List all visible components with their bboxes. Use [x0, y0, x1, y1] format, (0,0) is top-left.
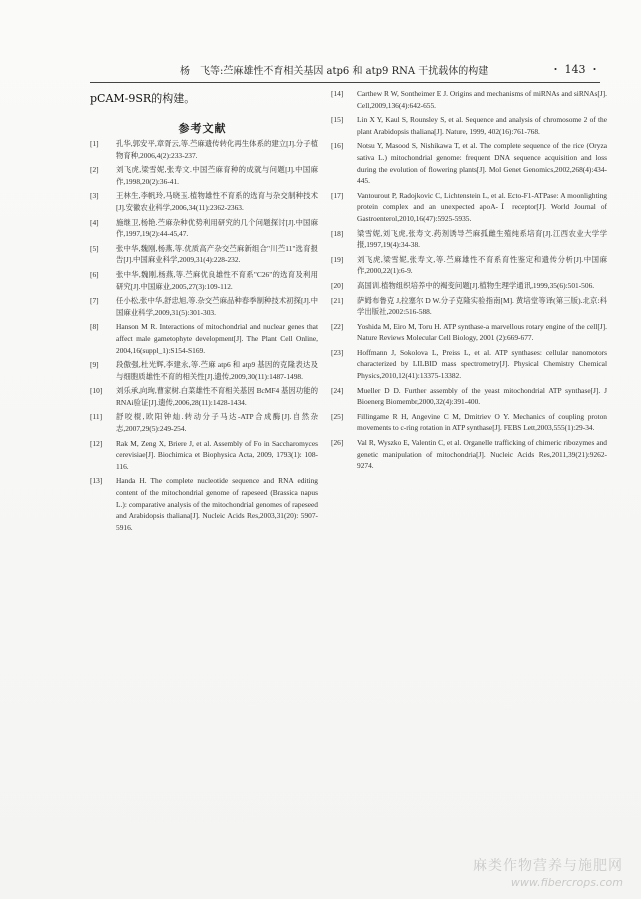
running-header: [90, 60, 600, 78]
reference-item: [331, 88, 607, 111]
reference-item: [331, 385, 607, 408]
references-left-column: [90, 138, 318, 536]
reference-item: [331, 190, 607, 225]
reference-number: [18]: [331, 228, 344, 238]
reference-number: [16]: [331, 141, 344, 151]
reference-text: 段傲强,杜光辉,李建永,等.苎麻 atp6 和 atp9 基因的克隆表达及与细胞质雄性不育的相关性[J].遗传,2009,30(11):1487-1498.: [116, 360, 318, 381]
reference-text: Rak M, Zeng X, Briere J, et al. Assembly of Fo in Saccharomyces cerevisiae[J]. Biochimica et Biophysica Acta, 2009, 1793(1): 108-116.: [116, 438, 318, 471]
reference-text: Hoffmann J, Sokolova L, Preiss L, et al. ATP synthases: cellular nanomotors characterized by LILBID mass spectrometry[J]. Physical Chemistry Chemical Physics,2010,12(41):13375-13382.: [357, 347, 607, 381]
reference-item: [90, 138, 318, 161]
reference-item: [90, 190, 318, 213]
reference-number: [9]: [90, 360, 99, 370]
reference-text: 高国训.植物组织培养中的褐变问题[J].植物生理学通讯,1999,35(6):501-506.: [357, 280, 595, 290]
reference-text: Fillingame R H, Angevine C M, Dmitriev O Y. Mechanics of coupling proton movements to c-ring rotation in ATP synthase[J]. FEBS Lett,2003,555(1):29-34.: [357, 411, 607, 433]
reference-item: [331, 295, 607, 318]
reference-number: [13]: [90, 476, 103, 486]
reference-number: [21]: [331, 295, 344, 305]
reference-number: [17]: [331, 190, 344, 200]
references-right-column: [331, 88, 607, 475]
reference-number: [12]: [90, 438, 103, 448]
reference-text: Mueller D D. Further assembly of the yeast mitochondrial ATP synthase[J]. J Bioenerg Biomembr,2000,32(4):391-400.: [357, 385, 607, 407]
lead-text: pCAM-9SR的构建。: [90, 92, 196, 105]
reference-item: [331, 437, 607, 472]
reference-text: 刘飞虎,梁雪妮,张寿文,等.苎麻雄性不育系育性鉴定和遗传分析[J].中国麻作,2000,22(1):6-9.: [357, 254, 607, 276]
reference-text: 萨姆布鲁克 J,拉塞尔 D W.分子克隆实验指南[M]. 黄培堂等译(第三版).北京:科学出版社,2002:516-588.: [357, 295, 607, 317]
reference-text: 任小松,张中华,舒忠旭,等.杂交苎麻品种春季制种技术初探[J].中国麻业科学,2009,31(5):301-303.: [116, 296, 318, 317]
reference-item: [90, 217, 318, 240]
reference-text: 孔华,郭安平,章胥云,等.苎麻遗传转化再生体系的建立[J].分子植物育种,2006,4(2):233-237.: [116, 139, 318, 160]
reference-number: [20]: [331, 280, 344, 290]
reference-text: 施继卫,杨艳.苎麻杂种优势利用研究的几个问题探讨[J].中国麻作,1997,19(2):44-45,47.: [116, 217, 318, 239]
reference-item: [90, 295, 318, 318]
reference-text: Handa H. The complete nucleotide sequence and RNA editing content of the mitochondrial genome of rapeseed (Brassica napus L.): comparative analysis of the mitochondrial genomes of rapeseed and Arabidopsis thaliana[J]. Nucleic Acids Res,2003,31(20): 5907-5916.: [116, 476, 318, 532]
reference-item: [331, 280, 607, 292]
reference-text: 张中华,魏刚,杨燕,等.苎麻优良雄性不育系"C26"的选育及利用研究[J].中国麻业,2005,27(3):109-112.: [116, 269, 318, 291]
reference-number: [11]: [90, 412, 103, 422]
reference-number: [19]: [331, 254, 344, 264]
reference-text: 王林生,李帆玲,马晓玉.植物雄性不育系的选育与杂交制种技术[J].安徽农业科学,2006,34(11):2362-2363.: [116, 191, 318, 212]
reference-item: [331, 140, 607, 186]
reference-number: [3]: [90, 191, 99, 201]
watermark-site-name: 麻类作物营养与施肥网: [473, 858, 623, 874]
reference-number: [22]: [331, 321, 344, 331]
reference-number: [26]: [331, 438, 344, 448]
reference-item: [331, 347, 607, 382]
reference-text: 舒咬棍,欧阳钟灿.转动分子马达-ATP合成酶[J].自然杂志,2007,29(5):249-254.: [116, 412, 318, 434]
reference-text: 梁雪妮,刘飞虎,张寿文.药剂诱导苎麻孤雌生殖纯系培育[J].江西农业大学学报,1997,19(4):34-38.: [357, 228, 607, 250]
reference-text: Vantourout P, Radojkovic C, Lichtenstein L, et al. Ecto-F1-ATPase: A moonlighting protein complex and an unexpected apoA-Ⅰ receptor[J]. World Journal of Gastroenterol,2010,16(47):5925-5935.: [357, 190, 607, 223]
reference-item: [90, 164, 318, 187]
reference-number: [1]: [90, 139, 99, 148]
reference-text: 张中华,魏刚,杨燕,等.优质高产杂交苎麻新组合"川苎11"选育报告[J].中国麻业科学,2009,31(4):228-232.: [116, 243, 318, 265]
reference-item: [90, 269, 318, 292]
reference-item: [331, 228, 607, 251]
reference-number: [7]: [90, 296, 99, 306]
reference-number: [24]: [331, 385, 344, 395]
running-title: 杨 飞等:苎麻雄性不育相关基因 atp6 和 atp9 RNA 干扰载体的构建: [180, 66, 489, 77]
reference-number: [23]: [331, 347, 344, 357]
reference-text: Val R, Wyszko E, Valentin C, et al. Organelle trafficking of chimeric ribozymes and genetic manipulation of mitochondria[J]. Nucleic Acids Res,2011,39(21):9262-9274.: [357, 438, 607, 471]
watermark-url: www.fibercrops.com: [510, 876, 623, 889]
reference-text: 刘飞虎,梁雪妮,张寿文.中国苎麻育种的成就与问题[J].中国麻作,1998,20(2):36-41.: [116, 165, 318, 186]
reference-number: [15]: [331, 115, 344, 125]
reference-text: Hanson M R. Interactions of mitochondrial and nuclear genes that affect male gametophyte development[J]. The Plant Cell Online, 2004,16(suppl_1):S154-S169.: [116, 322, 318, 355]
reference-text: Yoshida M, Eiro M, Toru H. ATP synthase-a marvellous rotary engine of the cell[J]. Nature Reviews Molecular Cell Biology, 2001 (2):669-677.: [357, 321, 607, 343]
reference-text: Notsu Y, Masood S, Nishikawa T, et al. The complete sequence of the rice (Oryza sativa L.) mitochondrial genome: frequent DNA sequence acquisition and loss during the evolution of flowering plants[J]. Mol Genet Genomics,2002,268(4):434-445.: [357, 141, 607, 186]
reference-number: [25]: [331, 411, 344, 421]
references-heading: 参考文献: [178, 122, 227, 135]
reference-number: [10]: [90, 386, 103, 396]
reference-text: Lin X Y, Kaul S, Rounsley S, et al. Sequence and analysis of chromosome 2 of the plant Arabidopsis thaliana[J]. Nature, 1999, 402(16):761-768.: [357, 115, 607, 136]
reference-number: [5]: [90, 243, 99, 253]
reference-item: [90, 438, 318, 473]
reference-item: [331, 254, 607, 277]
reference-item: [90, 385, 318, 408]
reference-text: Carthew R W, Sontheimer E J. Origins and mechanisms of miRNAs and siRNAs[J]. Cell,2009,136(4):642-655.: [357, 89, 607, 110]
reference-item: [331, 114, 607, 137]
reference-item: [90, 411, 318, 434]
reference-number: [6]: [90, 269, 99, 279]
reference-item: [90, 321, 318, 356]
watermark: [473, 855, 623, 889]
reference-item: [331, 411, 607, 434]
page-number: ・ 143 ・: [550, 63, 600, 76]
reference-text: 刘乐承,向珣,曹家树.白菜雄性不育相关基因 BcMF4 基因功能的 RNAi验证[J].遗传,2006,28(11):1428-1434.: [116, 386, 318, 407]
reference-number: [8]: [90, 322, 99, 332]
header-rule: [90, 82, 600, 83]
reference-item: [90, 243, 318, 266]
reference-number: [2]: [90, 165, 99, 175]
reference-number: [4]: [90, 217, 99, 227]
reference-item: [90, 359, 318, 382]
reference-item: [90, 475, 318, 533]
reference-item: [331, 321, 607, 344]
reference-number: [14]: [331, 89, 344, 98]
